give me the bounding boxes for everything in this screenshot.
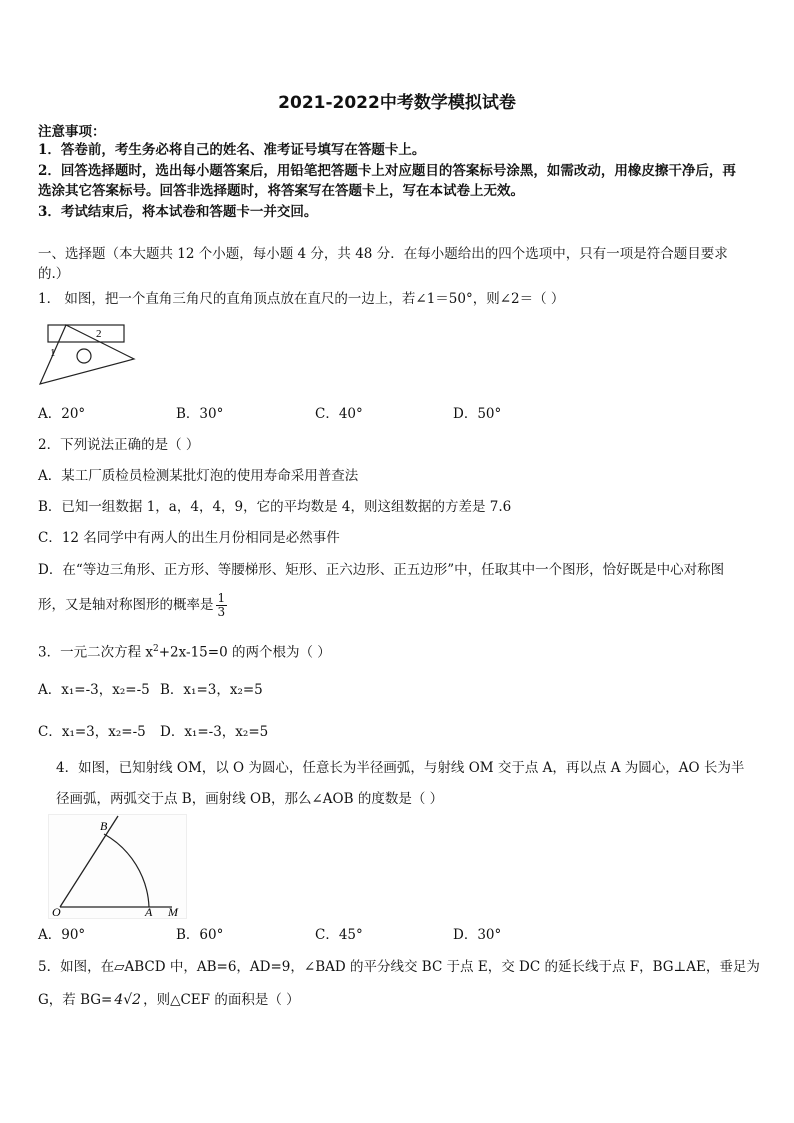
q5-stem-cont: [38, 991, 300, 1009]
q3-stem-post: +2x-15=0 的两个根为（ ）: [158, 644, 331, 661]
page-title: 2021-2022中考数学模拟试卷: [278, 93, 516, 113]
q4-option-d: D．30°: [453, 927, 502, 943]
q5-stem-post: ，则△CEF 的面积是（ ）: [143, 992, 300, 1008]
notice-item-3: 3．考试结束后，将本试卷和答题卡一并交回。: [38, 204, 318, 220]
q3-option-d: D．x₁=-3，x₂=5: [160, 724, 269, 740]
notice-item-1: 1．答卷前，考生务必将自己的姓名、准考证号填写在答题卡上。: [38, 142, 426, 158]
triangle-hole: [77, 349, 91, 363]
section-heading: 一、选择题（本大题共 12 个小题，每小题 4 分，共 48 分．在每小题给出的四个选项中，只有一项是符合题目要求: [38, 246, 728, 262]
fraction-denominator: 3: [217, 605, 226, 619]
fraction-numerator: 1: [217, 591, 226, 605]
angle-1-label: 1: [50, 347, 56, 359]
q3-exponent: 2: [153, 644, 159, 654]
q4-stem: 4．如图，已知射线 OM，以 O 为圆心，任意长为半径画弧，与射线 OM 交于点 A，再以点 A 为圆心，AO 长为半: [56, 760, 745, 776]
q5-stem-pre: G，若 BG=: [38, 992, 113, 1008]
q4-stem-cont: 径画弧，两弧交于点 B，画射线 OB，那么∠AOB 的度数是（ ）: [56, 791, 444, 807]
section-heading-cont: 的.）: [38, 266, 70, 282]
angle-2-label: 2: [96, 328, 102, 340]
q1-option-d: D．50°: [453, 406, 502, 422]
q2-option-c: C．12 名同学中有两人的出生月份相同是必然事件: [38, 530, 340, 546]
q1-option-a: A．20°: [38, 406, 86, 422]
point-a-label: A: [145, 905, 153, 919]
bg-length-value: 4√2: [114, 992, 142, 1008]
q5-stem: 5．如图，在▱ABCD 中，AB=6，AD=9，∠BAD 的平分线交 BC 于点 E，交 DC 的延长线于点 F，BG⊥AE，垂足为: [38, 959, 760, 975]
notice-item-2: 2．回答选择题时，选出每小题答案后，用铅笔把答题卡上对应题目的答案标号涂黑，如需改动，用橡皮擦干净后，再: [38, 163, 736, 179]
q2-option-b: B．已知一组数据 1，a，4，4，9，它的平均数是 4，则这组数据的方差是 7.6: [38, 499, 512, 515]
q4-option-a: A．90°: [38, 927, 86, 943]
point-m-label: M: [168, 905, 178, 919]
q2-option-d: D．在“等边三角形、正方形、等腰梯形、矩形、正六边形、正五边形”中，任取其中一个图形，恰好既是中心对称图: [38, 562, 725, 578]
q2-option-d-text: 形，又是轴对称图形的概率是: [38, 597, 214, 613]
q1-option-b: B．30°: [176, 406, 224, 422]
q3-stem-pre: 3．一元二次方程 x: [38, 644, 153, 661]
q1-stem: 1． 如图，把一个直角三角尺的直角顶点放在直尺的一边上，若∠1＝50°，则∠2＝（ ）: [38, 291, 565, 307]
q1-option-c: C．40°: [315, 406, 363, 422]
figure-background: [49, 815, 187, 919]
q4-angle-construction-figure: [48, 814, 188, 920]
q4-option-b: B．60°: [176, 927, 224, 943]
q3-option-b: B．x₁=3，x₂=5: [160, 682, 263, 698]
point-b-label: B: [100, 819, 108, 833]
q2-stem: 2．下列说法正确的是（ ）: [38, 437, 200, 453]
probability-fraction: [216, 592, 228, 619]
q1-ruler-triangle-figure: [36, 322, 146, 388]
q3-option-c: C．x₁=3，x₂=-5: [38, 724, 146, 740]
notice-item-2-cont: 选涂其它答案标号。回答非选择题时，将答案写在答题卡上，写在本试卷上无效。: [38, 183, 524, 199]
q3-stem: [38, 640, 331, 662]
q3-option-a: A．x₁=-3，x₂=-5: [38, 682, 150, 698]
q2-option-a: A．某工厂质检员检测某批灯泡的使用寿命采用普查法: [38, 468, 359, 484]
point-o-label: O: [52, 905, 61, 919]
q2-option-d-cont: [38, 592, 227, 619]
notice-heading: 注意事项：: [38, 124, 106, 140]
q4-option-c: C．45°: [315, 927, 363, 943]
